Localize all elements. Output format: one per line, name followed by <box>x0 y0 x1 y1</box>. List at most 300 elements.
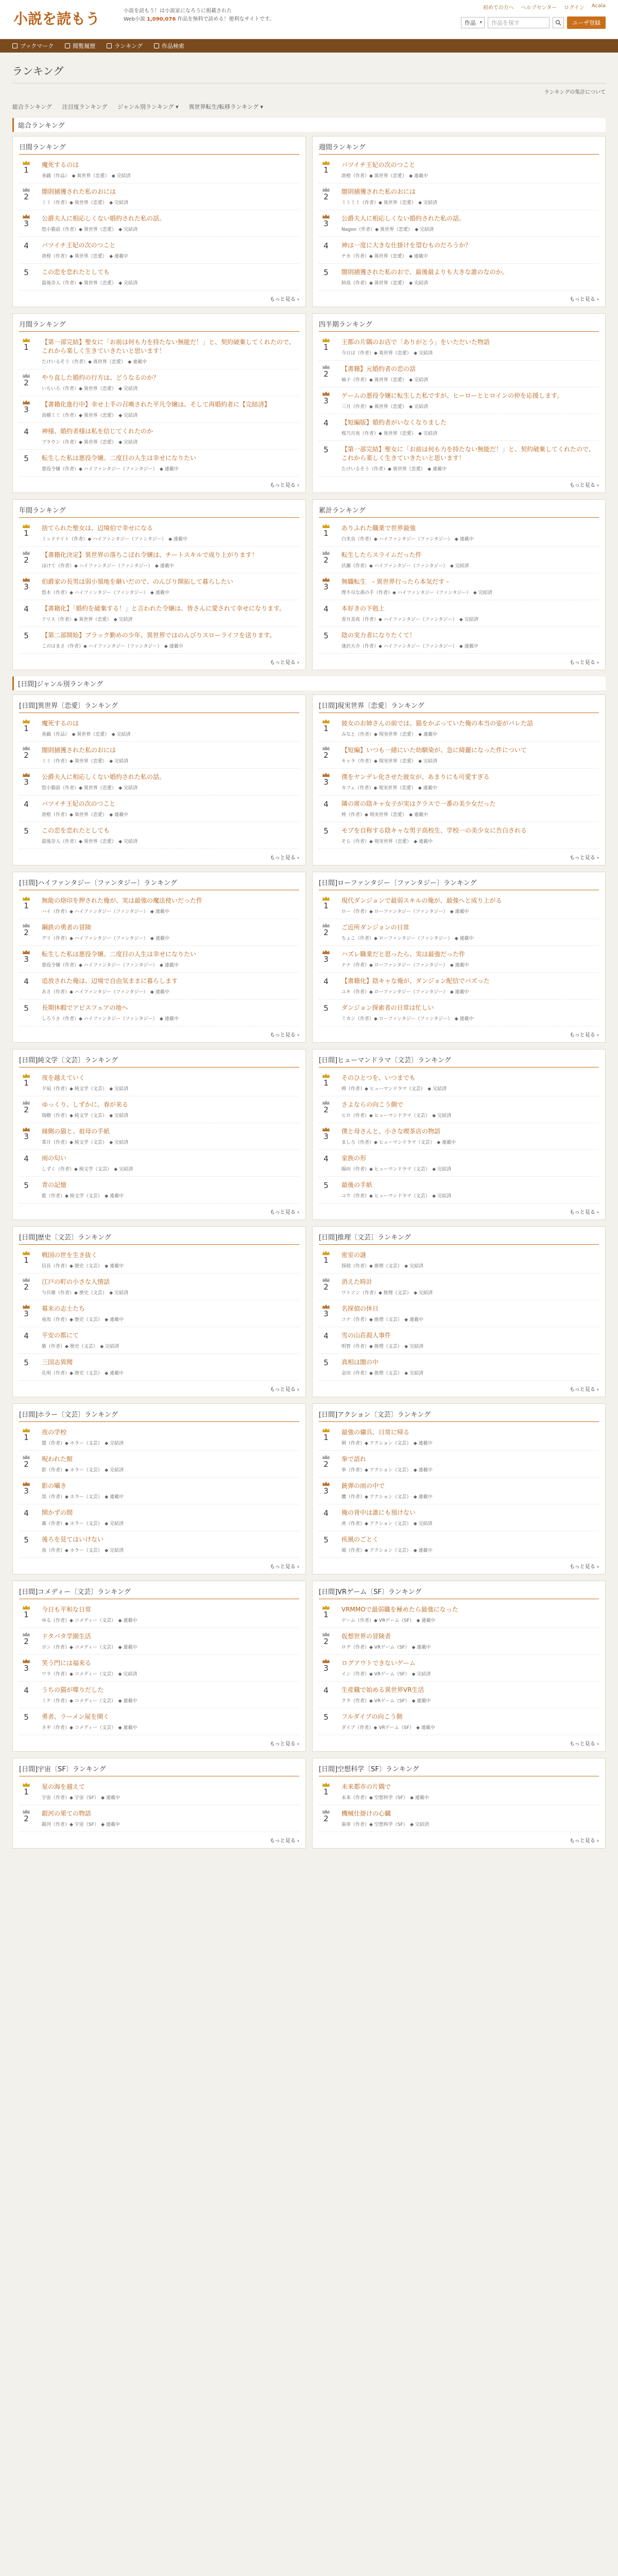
search-type-select[interactable]: 作品 ▾ <box>461 17 485 28</box>
rank-badge <box>319 524 333 538</box>
ranking-item <box>19 1601 299 1628</box>
more-link[interactable]: もっと見る › <box>19 1558 299 1570</box>
site-header <box>0 0 618 39</box>
rank-number: 2 <box>323 555 329 565</box>
ranking-card <box>12 499 306 670</box>
item-body <box>42 1809 299 1827</box>
work-meta: 柊（作者）◆ 現実世界（恋愛） ◆ 連載中 <box>341 812 428 818</box>
more-link[interactable]: もっと見る › <box>19 1735 299 1747</box>
nav-ranking[interactable] <box>107 42 143 50</box>
ranking-item <box>319 999 599 1026</box>
rank-number: 4 <box>24 604 29 614</box>
work-meta: 黒（作者）◆ ホラー（文芸） ◆ 連載中 <box>42 1495 124 1500</box>
rank-number: 2 <box>24 378 29 387</box>
rank-number: 2 <box>24 928 29 937</box>
work-title-link[interactable]: 幕末の志士たち <box>42 1305 85 1312</box>
work-title-link[interactable]: 本好きの下剋上 <box>341 605 385 612</box>
work-meta: しろうさ（作者）◆ ハイファンタジー（ファンタジー） ◆ 連載中 <box>42 1016 179 1022</box>
rank-badge <box>19 214 33 228</box>
ranking-card <box>312 1049 606 1220</box>
work-title-link[interactable]: 無職転生 - 異世界行ったら本気だす - <box>341 578 449 585</box>
more-link[interactable]: もっと見る › <box>19 1026 299 1038</box>
work-title-link[interactable]: 雪の山荘殺人事件 <box>341 1332 391 1339</box>
work-meta: 影（作者）◆ ホラー（文芸） ◆ 完結済 <box>42 1468 124 1473</box>
tab-attention[interactable]: 注目度ランキング <box>62 104 108 110</box>
item-body <box>341 241 599 259</box>
rank-number: 3 <box>323 582 329 591</box>
work-title-link[interactable]: 未来都市の片隅で <box>341 1783 391 1790</box>
more-link[interactable]: もっと見る › <box>319 477 599 488</box>
rank-number: 2 <box>323 369 329 379</box>
crown-icon <box>23 1428 30 1432</box>
work-title-link[interactable]: 密室の謎 <box>341 1251 367 1259</box>
work-title-link[interactable]: 僕をヤンデレ化させた彼女が、あまりにも可愛すぎる <box>341 773 490 781</box>
ranking-help-link[interactable]: ランキングの集計について <box>544 90 606 95</box>
work-title-link[interactable]: VRMMOで最弱職を極めたら最強になった <box>341 1606 458 1613</box>
rank-number: 5 <box>24 1713 29 1722</box>
work-title-link[interactable]: 神様、婚約者様は私を信じてくれたのか <box>42 428 153 435</box>
work-meta: みなと（作者）◆ 現実世界（恋愛） ◆ 連載中 <box>341 732 438 737</box>
rank-badge <box>19 1154 33 1163</box>
work-title-link[interactable]: 闇則捕獲された私のおには <box>42 188 116 195</box>
work-title-link[interactable]: 鋼鉄の勇者の冒険 <box>42 924 92 931</box>
more-link[interactable]: もっと見る › <box>19 1381 299 1393</box>
ranking-item <box>319 1274 599 1300</box>
ranking-card <box>312 1581 606 1752</box>
ranking-item <box>19 157 299 183</box>
rank-badge <box>319 551 333 565</box>
rank-badge <box>319 1686 333 1695</box>
work-title-link[interactable]: 陰の実力者になりたくて！ <box>341 632 416 639</box>
work-title-link[interactable]: 名探偵の休日 <box>341 1305 379 1312</box>
ranking-item <box>19 795 299 822</box>
rank-number: 4 <box>323 1509 329 1518</box>
rank-badge <box>19 400 33 414</box>
card-title: [日間]宇宙〔SF〕ランキング <box>19 1764 299 1776</box>
crown-icon <box>322 1783 330 1787</box>
rank-number: 4 <box>24 977 29 986</box>
link-acala[interactable]: Acala <box>591 3 606 9</box>
rank-badge <box>319 578 333 591</box>
work-meta: ましろ（作者）◆ ヒューマンドラマ（文芸） ◆ 連載中 <box>341 1140 456 1145</box>
rank-badge <box>319 241 333 250</box>
work-meta: 歯車（作者）◆ 空想科学（SF） ◆ 完結済 <box>341 1822 429 1827</box>
rank-number: 5 <box>323 1004 329 1013</box>
rank-number: 4 <box>24 800 29 809</box>
ranking-item <box>19 210 299 237</box>
work-meta: あさ（作者）◆ ハイファンタジー（ファンタジー） ◆ 連載中 <box>42 990 169 995</box>
work-title-link[interactable]: 王都の片隅のお店で「ありがとう」をいただいた物語 <box>341 338 490 346</box>
crown-icon <box>23 1809 30 1814</box>
ranking-card <box>312 1226 606 1397</box>
crown-icon <box>23 551 30 555</box>
work-title-link[interactable]: 魔死するのは <box>42 720 79 727</box>
work-title-link[interactable]: 最後の手紙 <box>341 1181 373 1189</box>
work-title-link[interactable]: 【書籍化進行中】幸せ上手の召喚された平凡令嬢は、そして再婚約者に【完結済】 <box>42 401 271 408</box>
work-title-link[interactable]: 【書籍】元婚約者の恋の話 <box>341 365 416 372</box>
register-button[interactable]: ユーザ登録 <box>567 16 606 29</box>
item-body <box>42 1127 299 1145</box>
work-meta: たけいるそう（作者）◆ 異世界（恋愛） ◆ 連載中 <box>42 360 147 365</box>
work-title-link[interactable]: 闇則捕獲された私のおで、最後最よりも大きな誰のなのか。 <box>341 268 508 276</box>
work-title-link[interactable]: 真相は闇の中 <box>341 1359 379 1366</box>
more-link[interactable]: もっと見る › <box>319 1381 599 1393</box>
work-meta: しずく（作者）◆ 純文学（文芸） ◆ 完結済 <box>42 1167 133 1172</box>
work-title-link[interactable]: 【短編】いつも一緒にいた幼馴染が、急に綺麗になった件について <box>341 747 527 754</box>
work-title-link[interactable]: 疾風のごとく <box>341 1536 379 1543</box>
rank-number: 2 <box>24 555 29 565</box>
more-link[interactable]: もっと見る › <box>319 1735 599 1747</box>
work-title-link[interactable]: 平安の都にて <box>42 1332 79 1339</box>
work-meta: 金田（作者）◆ 推理（文芸） ◆ 完結済 <box>341 1371 424 1376</box>
ranking-item <box>319 1123 599 1150</box>
ranking-item <box>19 1070 299 1096</box>
work-meta: 鷹（作者）◆ アクション（文芸） ◆ 連載中 <box>341 1495 433 1500</box>
work-count: 1,090,076 <box>147 16 176 22</box>
rank-badge <box>19 454 33 463</box>
work-title-link[interactable]: 【第一部完結】聖女に「お前は何も力を持たない無能だ！」と、契約破棄してくれたので、これから楽しく生きていきたいと思います！ <box>341 446 595 462</box>
work-meta: 唐橙（作者）◆ 異世界（恋愛） ◆ 連載中 <box>42 812 129 818</box>
nav-history[interactable] <box>65 42 95 50</box>
ranking-item <box>19 600 299 627</box>
work-title-link[interactable]: 伯爵家の長男は弱小領地を継いだので、のんびり開拓して暮らしたい <box>42 578 233 585</box>
work-title-link[interactable]: モブを自称する陰キャな男子高校生、学校一の美少女に告白される <box>341 827 527 834</box>
card-title: 累計ランキング <box>319 505 599 518</box>
rank-badge <box>19 1127 33 1141</box>
work-title-link[interactable]: 開かずの間 <box>42 1509 73 1516</box>
work-meta: 夕凪（作者）◆ 純文学（文芸） ◆ 完結済 <box>42 1087 129 1092</box>
rank-number: 4 <box>323 418 329 428</box>
work-title-link[interactable]: 転生したらスライムだった件 <box>341 551 422 558</box>
work-title-link[interactable]: 三国志異聞 <box>42 1359 73 1366</box>
more-link[interactable]: もっと見る › <box>319 1026 599 1038</box>
item-body <box>341 1686 599 1704</box>
crown-icon <box>322 188 330 192</box>
card-title: 年間ランキング <box>19 505 299 518</box>
ranking-card <box>312 136 606 307</box>
ranking-item <box>19 742 299 769</box>
rank-badge <box>19 746 33 760</box>
work-meta: 白米良（作者）◆ ハイファンタジー（ファンタジー） ◆ 連載中 <box>341 537 474 542</box>
work-title-link[interactable]: 夜を越えていく <box>42 1074 85 1081</box>
work-title-link[interactable]: やり直した婚約の行方は、どうなるのか？ <box>42 374 160 381</box>
work-title-link[interactable]: 最強の傭兵、日常に帰る <box>341 1429 410 1436</box>
site-tagline <box>124 7 274 24</box>
more-link[interactable]: もっと見る › <box>19 849 299 861</box>
work-title-link[interactable]: ご近所ダンジョンの日常 <box>341 924 409 931</box>
ranking-item <box>19 237 299 264</box>
crown-icon <box>23 1659 30 1663</box>
work-title-link[interactable]: 家族の形 <box>341 1155 367 1162</box>
rank-number: 4 <box>24 241 29 250</box>
rank-number: 2 <box>24 1814 29 1823</box>
crown-icon <box>322 161 330 165</box>
work-title-link[interactable]: 【書籍化決定】異世界の落ちこぼれ令嬢は、チートスキルで成り上がります！ <box>42 551 258 558</box>
work-title-link[interactable]: 無能の烙印を押された俺が、実は最強の魔法使いだった件 <box>42 897 203 904</box>
item-body <box>42 1004 299 1022</box>
rank-badge <box>19 1004 33 1013</box>
item-body <box>341 1251 599 1269</box>
item-body <box>341 631 599 649</box>
work-meta: ミミ（作者）◆ 異世界（恋愛） ◆ 完結済 <box>42 759 129 764</box>
work-title-link[interactable]: 笑う門には福来る <box>42 1659 92 1667</box>
rank-badge <box>319 950 333 964</box>
rank-badge <box>319 188 333 201</box>
nav-bookmark[interactable] <box>12 42 54 50</box>
work-title-link[interactable]: ダンジョン探索者の日常は忙しい <box>341 1004 434 1011</box>
work-title-link[interactable]: 【書籍化】「婚約を破棄する！」と言われた令嬢は、皆さんに愛されて幸せになります。 <box>42 605 286 612</box>
rank-number: 2 <box>24 1282 29 1292</box>
work-title-link[interactable]: 神は一度に大きな仕掛けを望むものだろうか？ <box>341 242 472 249</box>
work-title-link[interactable]: この恋を恋れたとしても <box>42 268 110 276</box>
work-title-link[interactable]: 雨の匂い <box>42 1155 67 1162</box>
ranking-item <box>19 573 299 600</box>
more-link[interactable]: もっと見る › <box>19 654 299 666</box>
item-body <box>341 1809 599 1827</box>
work-title-link[interactable]: 戦国の世を生き抜く <box>42 1251 98 1259</box>
crown-icon <box>322 923 330 927</box>
work-meta: 悠小猫語（作者）◆ 異世界（恋愛） ◆ 完結済 <box>42 227 138 232</box>
work-meta: 与兵衛（作者）◆ 歴史（文芸） ◆ 完結済 <box>42 1291 129 1296</box>
ranking-item <box>19 1123 299 1150</box>
nav-search[interactable] <box>154 42 184 50</box>
work-title-link[interactable]: 夜の学校 <box>42 1429 67 1436</box>
crown-icon <box>322 719 330 723</box>
tagline-line2 <box>124 15 274 24</box>
ranking-item <box>319 795 599 822</box>
crown-icon <box>23 374 30 378</box>
work-title-link[interactable]: 機械仕掛けの心臓 <box>341 1810 391 1817</box>
work-title-link[interactable]: 銀河の果ての物語 <box>42 1810 92 1817</box>
tab-overall[interactable]: 総合ランキング <box>12 104 52 110</box>
work-title-link[interactable]: 俺の背中は誰にも預けない <box>341 1509 416 1516</box>
work-title-link[interactable]: ゲームの悪役令嬢に転生した私ですが、ヒーローとヒロインの仲を応援します。 <box>341 392 563 399</box>
work-title-link[interactable]: 今日も平和な日常 <box>42 1606 92 1613</box>
work-title-link[interactable]: 闇則捕獲された私のおには <box>341 188 416 195</box>
item-body <box>42 1632 299 1650</box>
ranking-item <box>319 1682 599 1708</box>
card-title: 日間ランキング <box>19 142 299 155</box>
work-meta: ユウ（作者）◆ ヒューマンドラマ（文芸） ◆ 完結済 <box>341 1194 452 1199</box>
crown-icon <box>23 773 30 777</box>
rank-number: 4 <box>323 1154 329 1163</box>
item-body <box>341 188 599 206</box>
item-body <box>42 1686 299 1704</box>
work-meta: 最後奈人（作者）◆ 異世界（恋愛） ◆ 完結済 <box>42 281 138 286</box>
rank-badge <box>19 977 33 986</box>
link-login[interactable]: ログイン <box>564 5 585 11</box>
crown-icon <box>322 1127 330 1131</box>
rank-badge <box>19 950 33 964</box>
ranking-card <box>12 1758 306 1849</box>
more-link[interactable]: もっと見る › <box>19 291 299 302</box>
item-body <box>42 1713 299 1731</box>
work-title-link[interactable]: うちの猫が喋りだした <box>42 1686 104 1693</box>
work-meta: 銀河（作者）◆ 宇宙（SF） ◆ 連載中 <box>42 1822 120 1827</box>
rank-badge <box>19 1659 33 1673</box>
more-link[interactable]: もっと見る › <box>19 1832 299 1844</box>
work-title-link[interactable]: ハズレ職業だと思ったら、実は最強だった件 <box>341 951 466 958</box>
work-title-link[interactable]: 追放された俺は、辺境で自由気ままに暮らします <box>42 977 178 985</box>
ranking-card <box>12 1581 306 1752</box>
ranking-card <box>12 872 306 1043</box>
more-link[interactable]: もっと見る › <box>319 654 599 666</box>
link-help[interactable]: ヘルプセンター <box>521 5 557 11</box>
rank-badge <box>319 445 333 454</box>
work-title-link[interactable]: ログアウトできないゲーム <box>341 1659 416 1667</box>
crown-icon <box>322 214 330 218</box>
more-link[interactable]: もっと見る › <box>319 291 599 302</box>
work-title-link[interactable]: 銃弾の雨の中で <box>341 1482 385 1489</box>
rank-number: 1 <box>24 1256 29 1265</box>
work-title-link[interactable]: そのひとつを、いつまでも <box>341 1074 416 1081</box>
more-link[interactable]: もっと見る › <box>319 1832 599 1844</box>
work-title-link[interactable]: 影の囁き <box>42 1482 67 1489</box>
work-title-link[interactable]: 隣の席の陰キャ女子が実はクラスで一番の美少女だった <box>341 800 496 807</box>
work-title-link[interactable]: 闇則捕獲された私のおには <box>42 747 116 754</box>
work-title-link[interactable]: 拳で語れ <box>341 1455 367 1463</box>
work-title-link[interactable]: バツイチ王妃の次のつこと <box>42 242 116 249</box>
work-meta: 紫（作者）◆ 歴史（文芸） ◆ 完結済 <box>42 1344 119 1349</box>
rank-badge <box>19 374 33 387</box>
work-title-link[interactable]: 【第一部完結】聖女に「お前は何も力を持たない無能だ！」と、契約破棄してくれたので、これから楽しく生きていきたいと思います！ <box>42 338 295 354</box>
ranking-item <box>19 1247 299 1274</box>
ranking-item <box>319 264 599 291</box>
work-meta: 闇（作者）◆ ホラー（文芸） ◆ 完結済 <box>42 1441 124 1446</box>
more-link[interactable]: もっと見る › <box>19 1204 299 1215</box>
work-title-link[interactable]: 生産職で始める異世界VR生活 <box>341 1686 424 1693</box>
rank-number: 2 <box>323 1460 329 1469</box>
work-title-link[interactable]: さよならの向こう側で <box>341 1101 404 1108</box>
work-title-link[interactable]: 魔死するのは <box>42 161 79 168</box>
work-title-link[interactable]: 公爵夫人に相応しくない婚約された私の話。 <box>42 773 166 781</box>
crown-icon <box>23 524 30 528</box>
more-link[interactable]: もっと見る › <box>19 477 299 488</box>
ranking-card <box>312 694 606 866</box>
work-title-link[interactable]: 現代ダンジョンで最弱スキルの俺が、最強へと成り上がる <box>341 897 502 904</box>
rank-badge <box>319 1331 333 1341</box>
work-title-link[interactable]: 転生した私は悪役令嬢。二度目の人生は幸せになりたい <box>42 454 197 462</box>
rank-number: 5 <box>323 1181 329 1190</box>
work-title-link[interactable]: バツイチ王妃の次のつこと <box>42 800 116 807</box>
work-title-link[interactable]: 仮想世界の冒険者 <box>341 1633 391 1640</box>
work-title-link[interactable]: 【書籍化】陰キャな俺が、ダンジョン配信でバズった <box>341 977 490 985</box>
crown-icon <box>23 400 30 404</box>
work-meta: 虎（作者）◆ アクション（文芸） ◆ 完結済 <box>341 1521 433 1527</box>
item-body <box>42 161 299 179</box>
rank-number: 1 <box>24 529 29 538</box>
rank-number: 5 <box>323 1535 329 1545</box>
work-title-link[interactable]: 江戸の町の小さな人情話 <box>42 1278 110 1285</box>
work-title-link[interactable]: 僕と母さんと、小さな喫茶店の物語 <box>341 1128 441 1135</box>
work-title-link[interactable]: 呪われた館 <box>42 1455 73 1463</box>
rank-badge <box>319 800 333 809</box>
rank-number: 4 <box>24 1686 29 1695</box>
work-title-link[interactable]: ドタバタ学園生活 <box>42 1633 91 1640</box>
work-title-link[interactable]: フルダイブの向こう側 <box>341 1713 403 1720</box>
work-meta: ちょこ（作者）◆ ローファンタジー（ファンタジー） ◆ 連載中 <box>341 936 474 941</box>
work-title-link[interactable]: 青の記憶 <box>42 1181 67 1189</box>
rank-number: 2 <box>24 751 29 760</box>
work-meta: ブラウン（作者）◆ 異世界（恋愛） ◆ 完結済 <box>42 440 138 445</box>
work-title-link[interactable]: 【第二部開始】ブラック勤めの少年、異世界ではのんびりスローライフを送ります。 <box>42 632 276 639</box>
ranking-item <box>319 1628 599 1655</box>
work-title-link[interactable]: 消えた時計 <box>341 1278 373 1285</box>
ranking-item <box>319 1424 599 1451</box>
work-title-link[interactable]: ありふれた職業で世界最強 <box>341 524 416 532</box>
work-title-link[interactable]: ゆっくり、しずかに、春が来る <box>42 1101 128 1108</box>
item-body <box>341 1304 599 1323</box>
more-link[interactable]: もっと見る › <box>319 849 599 861</box>
work-title-link[interactable]: 星の海を越えて <box>42 1783 85 1790</box>
work-title-link[interactable]: 公爵夫人に相応しくない婚約された私の話。 <box>341 215 466 222</box>
work-title-link[interactable]: 【短編版】婚約者がいなくなりました <box>341 419 447 426</box>
search-button[interactable] <box>553 17 564 28</box>
work-title-link[interactable]: 後ろを見てはいけない <box>42 1536 104 1543</box>
item-body <box>42 1181 299 1199</box>
work-title-link[interactable]: 彼女のお姉さんの前では、猫をかぶっていた俺の本当の姿がバレた話 <box>341 720 534 727</box>
link-beginners[interactable]: 初めての方へ <box>483 5 514 11</box>
work-title-link[interactable]: 縁側の猫と、祖母の手紙 <box>42 1128 110 1135</box>
crown-icon <box>23 1074 30 1078</box>
work-meta: ダイブ（作者）◆ VRゲーム（SF） ◆ 連載中 <box>341 1725 435 1731</box>
ranking-item <box>319 573 599 600</box>
tab-isekai[interactable]: 異世界転生/転移ランキング ▾ <box>188 104 263 110</box>
work-meta: 悪役令嬢（作者）◆ ハイファンタジー（ファンタジー） ◆ 連載中 <box>42 467 179 472</box>
ranking-item <box>319 946 599 973</box>
ranking-item <box>19 369 299 396</box>
item-body <box>341 773 599 791</box>
rank-badge <box>319 338 333 352</box>
work-title-link[interactable]: 転生した私は悪役令嬢。二度目の人生は幸せになりたい <box>42 951 197 958</box>
rank-badge <box>19 524 33 538</box>
ranking-item <box>19 1177 299 1204</box>
rank-number: 1 <box>24 165 29 175</box>
more-link[interactable]: もっと見る › <box>319 1558 599 1570</box>
work-meta: ミミミミ（作者）◆ 異世界（恋愛） ◆ 完結済 <box>341 200 438 206</box>
work-meta: 理不尽な孫の手（作者）◆ ハイファンタジー（ファンタジー） ◆ 完結済 <box>341 590 492 596</box>
item-body <box>341 826 599 844</box>
rank-number: 1 <box>323 724 329 733</box>
work-title-link[interactable]: 勇者、ラーメン屋を開く <box>42 1713 110 1720</box>
ranking-item <box>319 1478 599 1504</box>
rank-number: 4 <box>323 604 329 614</box>
work-meta: ハイ（作者）◆ ハイファンタジー（ファンタジー） ◆ 連載中 <box>42 909 169 914</box>
ranking-item <box>319 1601 599 1628</box>
rank-number: 5 <box>323 631 329 640</box>
ranking-item <box>319 1504 599 1531</box>
more-link[interactable]: もっと見る › <box>319 1204 599 1215</box>
work-title-link[interactable]: 公爵夫人に相応しくない婚約された私の話。 <box>42 215 166 222</box>
site-logo[interactable] <box>12 6 100 31</box>
rank-badge <box>319 1632 333 1646</box>
work-meta: 唐橙（作者）◆ 異世界（恋愛） ◆ 連載中 <box>42 254 129 259</box>
work-meta: コナ（作者）◆ 推理（文芸） ◆ 連載中 <box>341 1317 424 1323</box>
work-title-link[interactable]: この恋を恋れたとしても <box>42 827 110 834</box>
work-title-link[interactable]: 長期休暇でアビスフェアの地へ <box>42 1004 128 1011</box>
card-title: [日間]歴史〔文芸〕ランキング <box>19 1232 299 1245</box>
rank-badge <box>19 800 33 809</box>
ranking-item <box>19 919 299 946</box>
rank-number: 1 <box>323 901 329 910</box>
work-title-link[interactable]: 捨てられた聖女は、辺境伯で幸せになる <box>42 524 153 532</box>
tab-genre[interactable]: ジャンル別ランキング ▾ <box>117 104 179 110</box>
work-meta: 唐橙（作者）◆ 異世界（恋愛） ◆ 連載中 <box>341 174 428 179</box>
work-title-link[interactable]: バツイチ王妃の次のつこと <box>341 161 416 168</box>
search-input[interactable]: 作品を探す <box>488 17 550 28</box>
crown-icon <box>322 578 330 582</box>
work-meta: ユキ（作者）◆ ローファンタジー（ファンタジー） ◆ 連載中 <box>341 990 469 995</box>
